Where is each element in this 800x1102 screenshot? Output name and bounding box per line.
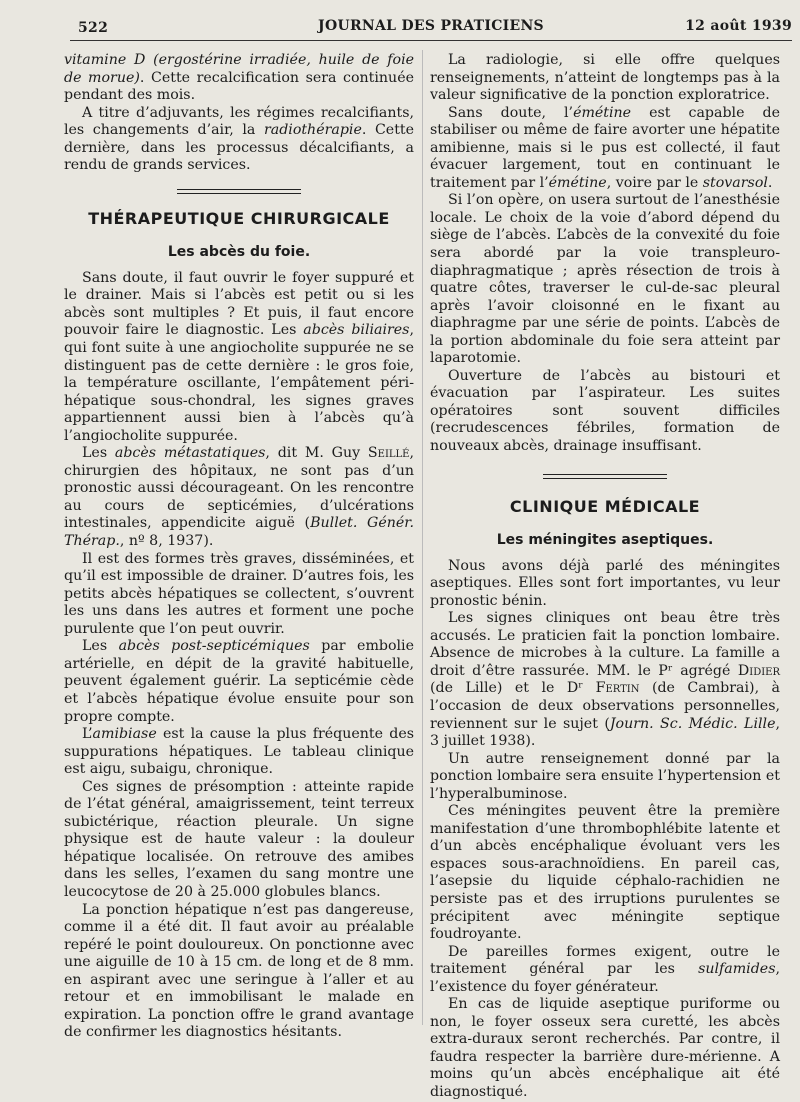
text-run: Il est des formes très graves, disséminées, et qu’il est impossible de drainer. D’autres fois, les petits abcès hépatiques se collectent, s’ouvrent les uns dans les autres et forment une poche purulente que l’on peut ouvrir. [64, 550, 414, 637]
text-run: Sans doute, il faut ouvrir le foyer suppuré et le drainer. Mais si l’abcès est petit ou si les abcès sont multiples ? Et puis, il faut encore pouvoir faire le diagnostic. Les [64, 269, 414, 339]
italic-run: vitamine D (ergostérine irradiée, huile de foie de morue) [64, 52, 414, 86]
article-title: Les abcès du foie. [167, 243, 311, 260]
text-run: Si l’on opère, on usera surtout de l’anesthésie locale. Le choix de la voie d’abord dépend du siège de l’abcès. L’abcès de la convexité du foie sera abordé par la voie transpleuro-diaphragmatique ; après résection de trois à quatre côtes, traverser le cul-de-sac pleural après l’avoir cloisonné en le fixant au diaphragme par une série de points. L’abcès de la portion abdominale du foie sera atteint par laparotomie. [430, 192, 780, 367]
text-run: . Cette dernière, dans les processus décalcifiants, a rendu de grands services. [64, 122, 414, 174]
italic-run: sulfamides [698, 961, 776, 978]
paragraph [64, 779, 414, 902]
text-run: Un autre renseignement donné par la ponction lombaire sera ensuite l’hypertension et l’hyperalbuminose. [430, 750, 780, 802]
right-column [430, 52, 780, 1102]
text-run: Les [82, 445, 115, 462]
text-run: (de Cambrai), à l’occasion de deux observations personnelles, reviennent sur le sujet ( [430, 680, 780, 732]
text-run: La radiologie, si elle offre quelques renseignements, n’atteint de longtemps pas à la valeur significative de la ponction exploratrice. [430, 52, 780, 104]
paragraph [430, 610, 780, 750]
text-run: , l’existence du foyer générateur. [430, 961, 780, 995]
paragraph [430, 192, 780, 367]
page-header [70, 14, 792, 41]
paragraph [430, 368, 780, 456]
text-run: est capable de stabiliser ou même de faire avorter une hépatite amibienne, mais si le pus est collecté, il faut évacuer largement, tout en continuant le traitement par l’ [430, 104, 780, 191]
paragraph [64, 270, 414, 445]
text-run: De pareilles formes exigent, outre le traitement général par les [430, 943, 780, 978]
paragraph [64, 105, 414, 175]
paragraph [430, 996, 780, 1101]
paragraph [430, 52, 780, 105]
italic-run: radiothérapie [263, 122, 362, 139]
text-run: , 3 juillet 1938). [430, 715, 780, 750]
text-run: (de Lille) et le Dʳ [430, 680, 596, 697]
text-run: , dit M. Guy [265, 445, 368, 462]
text-run: . Cette recalcification sera continuée pendant des mois. [64, 69, 414, 104]
paragraph [64, 52, 414, 105]
text-run: , voire par le [606, 174, 703, 191]
text-run: Sans doute, l’ [448, 104, 574, 121]
text-run: par embolie artérielle, en dépit de la gravité habituelle, peuvent également guérir. La septicémie cède et l’abcès hépatique évolue ensuite pour son propre compte. [64, 638, 414, 725]
article-title: Les méningites aseptiques. [496, 531, 714, 548]
italic-run: Journ. Sc. Médic. Lille [609, 715, 776, 732]
text-run: , chirurgien des hôpitaux, ne sont pas d’un pronostic aussi décourageant. On les rencontre au cours de septicémies, d’ulcérations intestinales, appendicite aiguë ( [64, 445, 414, 532]
paragraph [430, 803, 780, 943]
paragraph [430, 751, 780, 804]
paragraph [64, 551, 414, 639]
text-run: . [767, 174, 773, 191]
italic-run: Bullet. Génér. Thérap. [64, 515, 414, 550]
left-column [64, 52, 414, 1042]
author-name: Didier [737, 662, 780, 679]
text-run: A titre d’adjuvants, les régimes recalcifiants, les changements d’air, la [64, 104, 414, 139]
text-run: , nº 8, 1937). [119, 533, 214, 550]
text-run: Ces méningites peuvent être la première manifestation d’une thrombophlébite latente et d’un abcès encéphalique évoluant vers les espaces sous-arachnoïdiens. En pareil cas, l’asepsie du liquide céphalo-rachidien ne persiste pas et des irruptions purulentes se précipitent avec méningite septique foudroyante. [430, 803, 780, 943]
italic-run: stovarsol [702, 174, 768, 191]
paragraph [64, 902, 414, 1042]
text-run: , qui font suite à une angiocholite suppurée ne se distinguent pas de cette dernière : le gros foie, la température oscillante, l’empâtement péri-hépatique sous-chondral, les signes graves appartiennent aussi bien à l’abcès qu’à l’angiocholite suppurée. [64, 322, 414, 444]
paragraph [430, 944, 780, 997]
column-divider [422, 50, 423, 1025]
issue-date: 12 août 1939 [685, 18, 792, 34]
paragraph [64, 726, 414, 779]
paragraph [64, 445, 414, 550]
italic-run: émétine [573, 104, 632, 121]
author-name: Fertin [595, 680, 640, 697]
author-name: Seillé [367, 445, 410, 462]
paragraph [64, 638, 414, 726]
text-run: Ouverture de l’abcès au bistouri et évacuation par l’aspirateur. Les suites opératoires sont souvent difficiles (recrudescences fébriles, formation de nouveaux abcès, drainage insuffisant. [430, 367, 780, 455]
journal-title: JOURNAL DES PRATICIENS [318, 18, 544, 34]
section-separator [543, 474, 667, 479]
text-run: Nous avons déjà parlé des méningites aseptiques. Elles sont fort importantes, vu leur pronostic bénin. [430, 557, 780, 609]
italic-run: amibiase [92, 726, 157, 743]
page-number: 522 [78, 20, 109, 36]
text-run: Les signes cliniques ont beau être très accusés. Le praticien fait la ponction lombaire. Absence de microbes à la culture. La famille a droit d’être rassurée. MM. le Pʳ agrégé [430, 610, 780, 679]
text-run: L’ [82, 726, 93, 743]
text-run: En cas de liquide aseptique puriforme ou non, le foyer osseux sera curetté, les abcès extra-duraux seront recherchés. Par contre, il faudra respecter la barrière dure-mérienne. A moins qu’un abcès encéphalique ait été diagnostiqué. [430, 996, 780, 1100]
text-run: est la cause la plus fréquente des suppurations hépatiques. Le tableau clinique est aigu, subaigu, chronique. [64, 726, 414, 778]
text-run: La ponction hépatique n’est pas dangereuse, comme il a été dit. Il faut avoir au préalable repéré le point douloureux. On ponctionne avec une aiguille de 10 à 15 cm. de long et de 8 mm. en aspirant avec une seringue à l’aller et au retour et en immobilisant le malade en expiration. La ponction offre le grand avantage de confirmer les diagnostics hésitants. [64, 901, 414, 1041]
section-title: THÉRAPEUTIQUE CHIRURGICALE [88, 208, 390, 228]
section-title: CLINIQUE MÉDICALE [509, 496, 701, 516]
italic-run: abcès métastatiques [114, 445, 266, 462]
italic-run: émétine [548, 174, 607, 191]
paragraph [430, 105, 780, 193]
text-run: Ces signes de présomption : atteinte rapide de l’état général, amaigrissement, teint terreux subictérique, réaction pleurale. Un signe physique est de haute valeur : la douleur hépatique localisée. On retrouve des amibes dans les selles, l’examen du sang montre une leucocytose de 20 à 25.000 globules blancs. [64, 778, 414, 900]
italic-run: abcès post-septicémiques [118, 638, 310, 655]
paragraph [430, 558, 780, 611]
section-separator [177, 189, 301, 194]
text-run: Les [82, 638, 119, 655]
italic-run: abcès biliaires [303, 322, 410, 339]
